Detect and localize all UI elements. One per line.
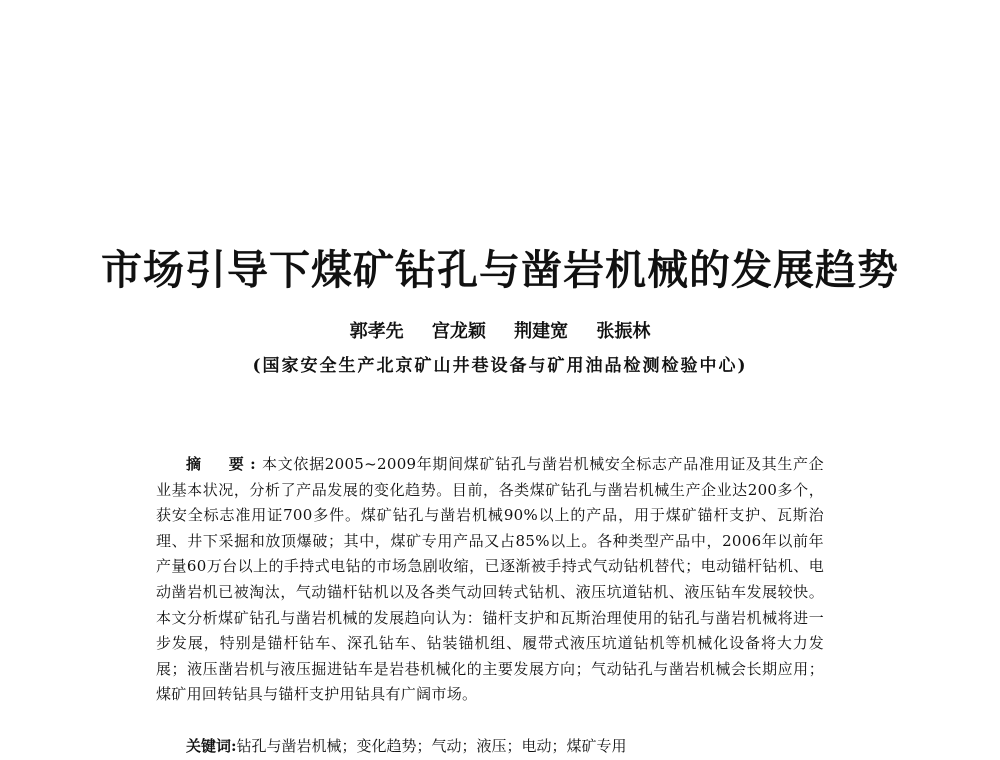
paper-title: 市场引导下煤矿钻孔与凿岩机械的发展趋势: [101, 246, 899, 294]
author-name: 张振林: [596, 321, 651, 342]
author-name: 宫龙颖: [431, 321, 486, 342]
keywords: [186, 735, 826, 757]
keywords-text: 钻孔与凿岩机械；变化趋势；气动；液压；电动；煤矿专用: [236, 737, 627, 755]
abstract-label: 摘 要:: [186, 455, 262, 473]
keywords-label: 关键词:: [186, 737, 237, 755]
author-name: 郭孝先: [349, 321, 404, 342]
author-name: 荆建宽: [514, 321, 569, 342]
abstract-text: 本文依据2005~2009年期间煤矿钻孔与凿岩机械安全标志产品准用证及其生产企业基本状况，分析了产品发展的变化趋势。目前，各类煤矿钻孔与凿岩机械生产企业达200多个，获安全标志准用证700多件。煤矿钻孔与凿岩机械90%以上的产品，用于煤矿锚杆支护、瓦斯治理、井下采掘和放顶爆破；其中，煤矿专用产品又占85%以上。各种类型产品中，2006年以前年产量60万台以上的手持式电钻的市场急剧收缩，已逐渐被手持式气动钻机替代；电动锚杆钻机、电动凿岩机已被淘汰，气动锚杆钻机以及各类气动回转式钻机、液压坑道钻机、液压钻车发展较快。本文分析煤矿钻孔与凿岩机械的发展趋向认为：锚杆支护和瓦斯治理使用的钻孔与凿岩机械将进一步发展，特别是锚杆钻车、深孔钻车、钻装锚机组、履带式液压坑道钻机等机械化设备将大力发展；液压凿岩机与液压掘进钻车是岩巷机械化的主要发展方向；气动钻孔与凿岩机械会长期应用；煤矿用回转钻具与锚杆支护用钻具有广阔市场。: [156, 455, 824, 704]
author-affiliation: (国家安全生产北京矿山井巷设备与矿用油品检测检验中心): [252, 356, 748, 376]
author-list: [0, 318, 1000, 346]
abstract: [156, 452, 824, 708]
